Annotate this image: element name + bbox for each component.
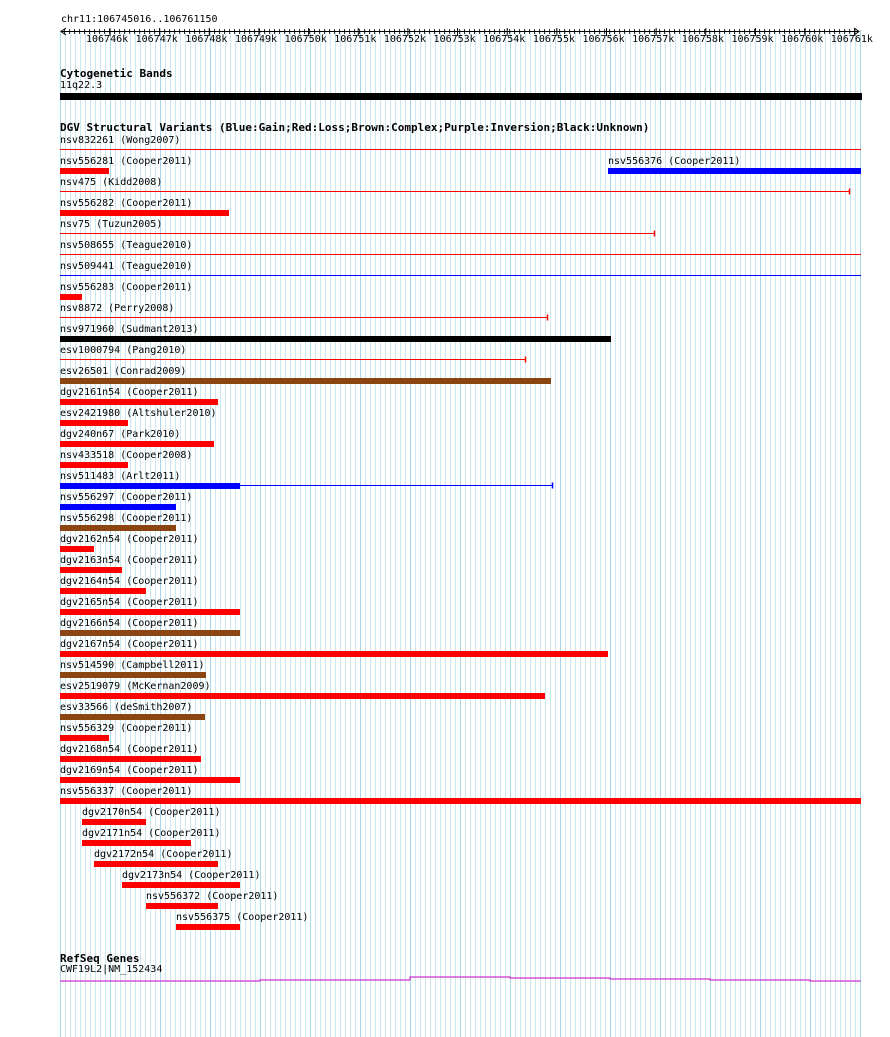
variant-label[interactable]: dgv2161n54 (Cooper2011) <box>60 387 199 398</box>
ruler-tick-label: 106761k <box>830 34 873 45</box>
variant-label[interactable]: nsv475 (Kidd2008) <box>60 177 163 188</box>
cytogenetic-bands-title: Cytogenetic Bands <box>60 67 173 80</box>
variant-label[interactable]: nsv556282 (Cooper2011) <box>60 198 193 209</box>
variant-label[interactable]: nsv556372 (Cooper2011) <box>146 891 279 902</box>
variant-label[interactable]: nsv556297 (Cooper2011) <box>60 492 193 503</box>
ruler-tick-label: 106749k <box>234 34 278 45</box>
dgv-track-title: DGV Structural Variants (Blue:Gain;Red:Loss;Brown:Complex;Purple:Inversion;Black:Unknown) <box>60 121 650 134</box>
variant-label[interactable]: nsv508655 (Teague2010) <box>60 240 193 251</box>
variant-label[interactable]: dgv2165n54 (Cooper2011) <box>60 597 199 608</box>
variant-bar[interactable] <box>60 441 214 447</box>
variant-label[interactable]: dgv2166n54 (Cooper2011) <box>60 618 199 629</box>
variant-label[interactable]: dgv2163n54 (Cooper2011) <box>60 555 199 566</box>
variant-label[interactable]: nsv556298 (Cooper2011) <box>60 513 193 524</box>
variant-label[interactable]: nsv8872 (Perry2008) <box>60 303 175 314</box>
variant-label[interactable]: nsv971960 (Sudmant2013) <box>60 324 199 335</box>
variant-label[interactable]: nsv556375 (Cooper2011) <box>176 912 309 923</box>
variant-bar[interactable] <box>60 336 611 342</box>
variant-bar[interactable] <box>60 294 82 300</box>
variant-label[interactable]: nsv832261 (Wong2007) <box>60 135 181 146</box>
variant-bar[interactable] <box>122 882 240 888</box>
ruler-tick-label: 106746k <box>86 34 129 45</box>
ruler-tick-label: 106752k <box>383 34 427 45</box>
variant-bar[interactable] <box>60 168 109 174</box>
variant-bar[interactable] <box>608 168 861 174</box>
ruler-tick-label: 106755k <box>532 34 575 45</box>
variant-bar[interactable] <box>60 798 861 804</box>
variant-label[interactable]: esv33566 (deSmith2007) <box>60 702 193 713</box>
ruler-tick-label: 106748k <box>185 34 228 45</box>
variant-label[interactable]: nsv75 (Tuzun2005) <box>60 219 163 230</box>
variant-bar[interactable] <box>60 693 545 699</box>
variant-label[interactable]: nsv556337 (Cooper2011) <box>60 786 193 797</box>
ruler-tick-label: 106756k <box>582 34 625 45</box>
variant-bar[interactable] <box>60 504 176 510</box>
variant-label[interactable]: nsv556283 (Cooper2011) <box>60 282 193 293</box>
variant-label[interactable]: nsv556376 (Cooper2011) <box>608 156 741 167</box>
cytoband-label[interactable]: 11q22.3 <box>60 80 103 91</box>
variant-label[interactable]: nsv556329 (Cooper2011) <box>60 723 193 734</box>
variant-bar[interactable] <box>60 378 551 384</box>
variant-bar[interactable] <box>60 546 94 552</box>
variant-label[interactable]: nsv511483 (Arlt2011) <box>60 471 181 482</box>
variant-label[interactable]: dgv2171n54 (Cooper2011) <box>82 828 221 839</box>
ruler-tick-label: 106760k <box>781 34 824 45</box>
variant-label[interactable]: esv26501 (Conrad2009) <box>60 366 187 377</box>
variant-bar[interactable] <box>60 567 122 573</box>
variant-label[interactable]: dgv2164n54 (Cooper2011) <box>60 576 199 587</box>
ruler-tick-label: 106758k <box>681 34 724 45</box>
variant-label[interactable]: nsv556281 (Cooper2011) <box>60 156 193 167</box>
ruler-tick-label: 106757k <box>632 34 675 45</box>
variant-label[interactable]: nsv509441 (Teague2010) <box>60 261 193 272</box>
ruler-tick-label: 106754k <box>483 34 526 45</box>
variant-label[interactable]: nsv514590 (Campbell2011) <box>60 660 205 671</box>
variant-bar[interactable] <box>60 483 240 489</box>
variant-bar[interactable] <box>60 399 218 405</box>
variant-label[interactable]: dgv2162n54 (Cooper2011) <box>60 534 199 545</box>
ruler-region-label: chr11:106745016..106761150 <box>61 14 218 25</box>
cytoband-11q22-3[interactable] <box>60 93 862 100</box>
variant-label[interactable]: dgv2173n54 (Cooper2011) <box>122 870 261 881</box>
variant-label[interactable]: esv2519079 (McKernan2009) <box>60 681 211 692</box>
gene-label[interactable]: CWF19L2|NM_152434 <box>60 964 163 975</box>
variant-label[interactable]: dgv2172n54 (Cooper2011) <box>94 849 233 860</box>
ruler-tick-label: 106747k <box>135 34 178 45</box>
variant-bar[interactable] <box>60 210 229 216</box>
variant-bar[interactable] <box>60 630 240 636</box>
ruler-tick-label: 106753k <box>433 34 476 45</box>
variant-bar[interactable] <box>60 777 240 783</box>
variant-bar[interactable] <box>94 861 218 867</box>
variant-label[interactable]: dgv240n67 (Park2010) <box>60 429 181 440</box>
variant-label[interactable]: dgv2167n54 (Cooper2011) <box>60 639 199 650</box>
variant-bar[interactable] <box>176 924 240 930</box>
variant-label[interactable]: nsv433518 (Cooper2008) <box>60 450 193 461</box>
variant-bar[interactable] <box>60 420 128 426</box>
refseq-genes-title: RefSeq Genes <box>60 952 140 965</box>
variant-bar[interactable] <box>60 609 240 615</box>
variant-bar[interactable] <box>60 462 128 468</box>
variant-bar[interactable] <box>60 756 201 762</box>
ruler-tick-label: 106751k <box>334 34 377 45</box>
variant-bar[interactable] <box>60 651 608 657</box>
variant-bar[interactable] <box>60 672 206 678</box>
variant-label[interactable]: dgv2168n54 (Cooper2011) <box>60 744 199 755</box>
variant-label[interactable]: dgv2169n54 (Cooper2011) <box>60 765 199 776</box>
variant-bar[interactable] <box>82 819 146 825</box>
variant-bar[interactable] <box>60 588 146 594</box>
variant-bar[interactable] <box>82 840 191 846</box>
ruler-tick-label: 106759k <box>731 34 774 45</box>
variant-label[interactable]: esv1000794 (Pang2010) <box>60 345 187 356</box>
variant-bar[interactable] <box>60 525 176 531</box>
variant-bar[interactable] <box>146 903 218 909</box>
variant-label[interactable]: esv2421980 (Altshuler2010) <box>60 408 217 419</box>
variant-bar[interactable] <box>60 714 205 720</box>
variant-bar[interactable] <box>60 735 109 741</box>
variant-label[interactable]: dgv2170n54 (Cooper2011) <box>82 807 221 818</box>
ruler-tick-label: 106750k <box>284 34 327 45</box>
